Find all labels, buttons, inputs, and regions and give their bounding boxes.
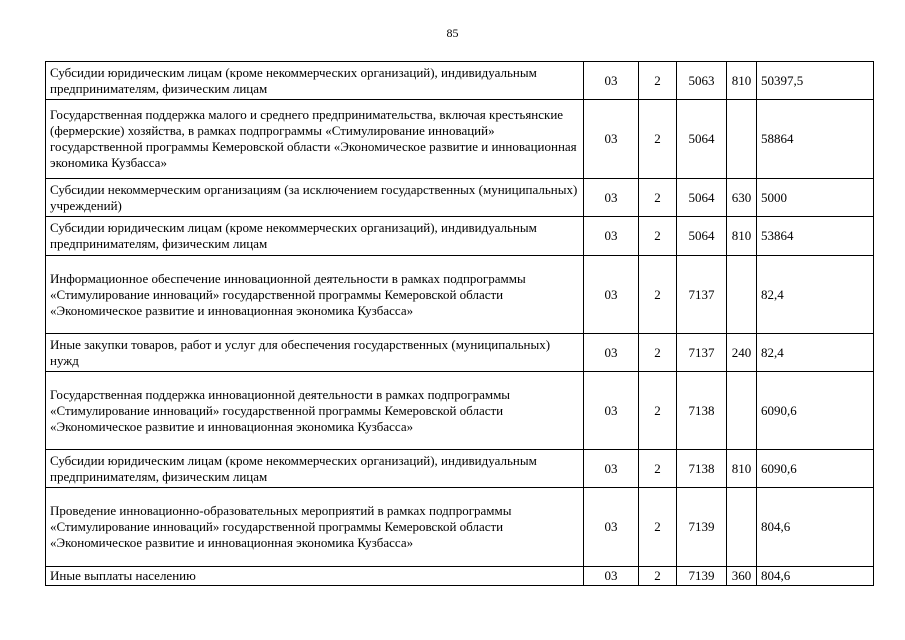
budget-table — [45, 61, 874, 586]
row-expense-type — [727, 100, 757, 179]
row-section: 03 — [584, 217, 639, 256]
row-section: 03 — [584, 372, 639, 450]
row-subsection: 2 — [639, 372, 677, 450]
table-row — [46, 450, 874, 488]
row-expense-type — [727, 256, 757, 334]
row-amount: 804,6 — [757, 567, 874, 586]
row-name: Государственная поддержка инновационной деятельности в рамках подпрограммы «Стимулирование инноваций» государственной программы Кемеровской области «Экономическое развитие и инновационная экономика Кузбасса» — [46, 372, 584, 450]
row-name: Иные закупки товаров, работ и услуг для обеспечения государственных (муниципальных) нужд — [46, 334, 584, 372]
row-target-code: 5063 — [677, 62, 727, 100]
row-target-code: 7137 — [677, 256, 727, 334]
table-row — [46, 179, 874, 217]
row-name: Субсидии юридическим лицам (кроме некоммерческих организаций), индивидуальным предпринимателям, физическим лицам — [46, 217, 584, 256]
row-name: Субсидии юридическим лицам (кроме некоммерческих организаций), индивидуальным предпринимателям, физическим лицам — [46, 450, 584, 488]
row-section: 03 — [584, 179, 639, 217]
row-subsection: 2 — [639, 450, 677, 488]
row-subsection: 2 — [639, 567, 677, 586]
row-expense-type — [727, 372, 757, 450]
table-row — [46, 372, 874, 450]
row-amount: 82,4 — [757, 256, 874, 334]
row-expense-type: 810 — [727, 62, 757, 100]
row-amount: 804,6 — [757, 488, 874, 567]
row-target-code: 7137 — [677, 334, 727, 372]
row-name: Субсидии юридическим лицам (кроме некоммерческих организаций), индивидуальным предпринимателям, физическим лицам — [46, 62, 584, 100]
table-row — [46, 567, 874, 586]
table-row — [46, 488, 874, 567]
row-target-code: 5064 — [677, 217, 727, 256]
row-section: 03 — [584, 100, 639, 179]
row-subsection: 2 — [639, 488, 677, 567]
row-section: 03 — [584, 450, 639, 488]
table-row — [46, 100, 874, 179]
row-name: Государственная поддержка малого и среднего предпринимательства, включая крестьянские (фермерские) хозяйства, в рамках подпрограммы «Стимулирование инноваций» государственной программы Кемеровской области «Экономическое развитие и инновационная экономика Кузбасса» — [46, 100, 584, 179]
page-number: 85 — [446, 26, 459, 40]
row-subsection: 2 — [639, 217, 677, 256]
row-expense-type: 360 — [727, 567, 757, 586]
row-subsection: 2 — [639, 334, 677, 372]
table-row — [46, 217, 874, 256]
row-name: Информационное обеспечение инновационной деятельности в рамках подпрограммы «Стимулирование инноваций» государственной программы Кемеровской области «Экономическое развитие и инновационная экономика Кузбасса» — [46, 256, 584, 334]
row-subsection: 2 — [639, 179, 677, 217]
row-name: Субсидии некоммерческим организациям (за исключением государственных (муниципальных) учреждений) — [46, 179, 584, 217]
row-target-code: 7139 — [677, 567, 727, 586]
row-section: 03 — [584, 334, 639, 372]
row-amount: 53864 — [757, 217, 874, 256]
row-name: Иные выплаты населению — [46, 567, 584, 586]
row-amount: 6090,6 — [757, 372, 874, 450]
row-name: Проведение инновационно-образовательных мероприятий в рамках подпрограммы «Стимулирование инноваций» государственной программы Кемеровской области «Экономическое развитие и инновационная экономика Кузбасса» — [46, 488, 584, 567]
row-expense-type: 810 — [727, 450, 757, 488]
table-row — [46, 62, 874, 100]
row-expense-type — [727, 488, 757, 567]
row-amount: 5000 — [757, 179, 874, 217]
row-expense-type: 810 — [727, 217, 757, 256]
row-subsection: 2 — [639, 100, 677, 179]
row-section: 03 — [584, 62, 639, 100]
row-expense-type: 630 — [727, 179, 757, 217]
row-section: 03 — [584, 567, 639, 586]
row-target-code: 7139 — [677, 488, 727, 567]
row-target-code: 5064 — [677, 179, 727, 217]
row-target-code: 7138 — [677, 450, 727, 488]
row-amount: 6090,6 — [757, 450, 874, 488]
row-section: 03 — [584, 256, 639, 334]
row-section: 03 — [584, 488, 639, 567]
row-subsection: 2 — [639, 62, 677, 100]
row-target-code: 5064 — [677, 100, 727, 179]
row-subsection: 2 — [639, 256, 677, 334]
table-row — [46, 256, 874, 334]
row-expense-type: 240 — [727, 334, 757, 372]
row-amount: 58864 — [757, 100, 874, 179]
row-target-code: 7138 — [677, 372, 727, 450]
row-amount: 82,4 — [757, 334, 874, 372]
table-row — [46, 334, 874, 372]
row-amount: 50397,5 — [757, 62, 874, 100]
